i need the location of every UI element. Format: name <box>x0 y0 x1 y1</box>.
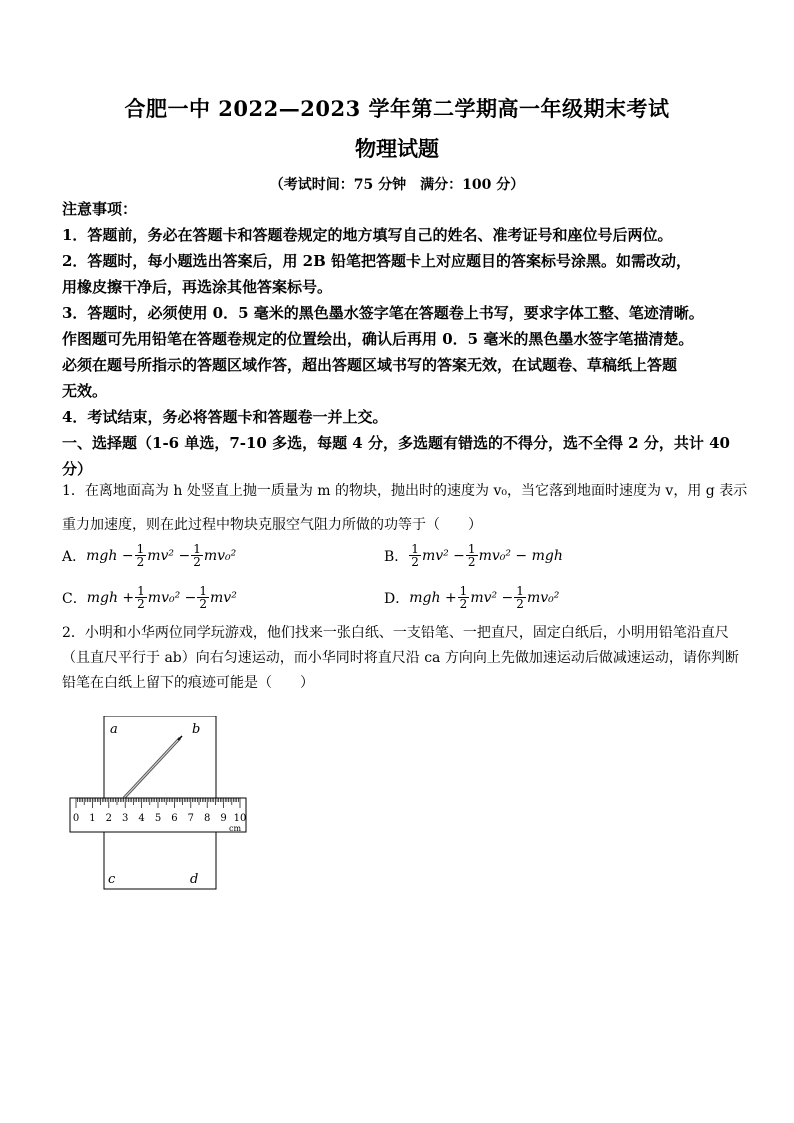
fraction: $\frac{1}{2}$ <box>516 584 524 611</box>
ruler-number: 5 <box>154 813 162 824</box>
ruler-number: 3 <box>122 813 129 824</box>
exam-info: （考试时间：75 分钟 满分：100 分） <box>269 177 525 193</box>
section-heading: 一、选择题（1-6 单选，7-10 多选，每题 4 分，多选题有错选的不得分，选不全得 2 分，共计 40 <box>62 434 730 452</box>
ruler-number: 8 <box>204 813 211 824</box>
ruler-number: 2 <box>105 813 112 824</box>
option-d-label: D． <box>384 590 410 607</box>
option-c-term3: mv² <box>210 589 237 606</box>
option-b-term3: mv₀² − mgh <box>478 547 563 564</box>
section-heading-cont: 分） <box>62 460 93 478</box>
ruler-unit: cm <box>229 824 242 833</box>
ruler-number: 1 <box>89 813 96 824</box>
option-a-label: A． <box>62 548 87 565</box>
notice-item-2-cont: 用橡皮擦干净后，再选涂其他答案标号。 <box>62 278 333 296</box>
fraction: $\frac{1}{2}$ <box>193 542 201 569</box>
fraction: $\frac{1}{2}$ <box>199 584 208 611</box>
option-d-term2: mv² − <box>470 589 514 606</box>
ruler-number: 9 <box>220 813 227 824</box>
question-1-line-2: 重力加速度，则在此过程中物块克服空气阻力所做的功等于（ ） <box>62 517 482 533</box>
ruler-number: 4 <box>138 813 145 824</box>
corner-c-label: c <box>108 872 116 887</box>
option-d[interactable] <box>384 585 559 610</box>
ruler-number: 6 <box>171 813 178 824</box>
exam-title: 合肥一中 2022—2023 学年第二学期高一年级期末考试 <box>124 96 670 121</box>
fraction: $\frac{1}{2}$ <box>411 542 419 569</box>
option-a-term2: mv² − <box>147 547 191 564</box>
notice-heading: 注意事项： <box>62 200 138 218</box>
option-b-term2: mv² − <box>421 547 465 564</box>
option-c-term1: mgh + <box>86 589 135 606</box>
question-2-line-2: （且直尺平行于 ab）向右匀速运动，而小华同时将直尺沿 ca 方向向上先做加速运动后做减速运动，请你判断 <box>62 650 739 666</box>
option-c-label: C． <box>62 590 87 607</box>
option-a-term1: mgh − <box>86 547 134 564</box>
option-a[interactable] <box>62 543 236 568</box>
option-a-term3: mv₀² <box>203 547 237 564</box>
question-2-line-1: 2．小明和小华两位同学玩游戏，他们找来一张白纸、一支铅笔、一把直尺，固定白纸后，小明用铅笔沿直尺 <box>62 625 729 641</box>
paper-ruler-diagram <box>66 716 256 894</box>
question-2-line-3: 铅笔在白纸上留下的痕迹可能是（ ） <box>62 675 314 691</box>
notice-item-1: 1．答题前，务必在答题卡和答题卷规定的地方填写自己的姓名、准考证号和座位号后两位。 <box>62 226 673 244</box>
notice-item-3-cont2: 必须在题号所指示的答题区域作答，超出答题区域书写的答案无效，在试题卷、草稿纸上答题 <box>62 356 678 374</box>
notice-item-3-cont1: 作图题可先用铅笔在答题卷规定的位置绘出，确认后再用 0．5 毫米的黑色墨水签字笔描清楚。 <box>62 330 694 348</box>
fraction: $\frac{1}{2}$ <box>136 542 145 569</box>
option-d-term3: mv₀² <box>526 589 560 606</box>
option-b[interactable] <box>384 543 563 568</box>
option-c-term2: mv₀² − <box>147 589 197 606</box>
option-d-term1: mgh + <box>409 589 457 606</box>
option-c[interactable] <box>62 585 237 610</box>
ruler-number: 0 <box>72 813 80 824</box>
notice-item-3-cont3: 无效。 <box>62 382 108 400</box>
ruler-number: 7 <box>187 813 194 824</box>
ruler-number: 10 <box>233 813 247 824</box>
corner-d-label: d <box>190 872 199 887</box>
notice-item-4: 4．考试结束，务必将答题卡和答题卷一并上交。 <box>62 408 388 426</box>
notice-item-2: 2．答题时，每小题选出答案后，用 2B 铅笔把答题卡上对应题目的答案标号涂黑。如需改动， <box>62 252 692 270</box>
exam-subject: 物理试题 <box>355 136 439 161</box>
notice-item-3: 3．答题时，必须使用 0．5 毫米的黑色墨水签字笔在答题卷上书写，要求字体工整、笔迹清晰。 <box>62 304 704 322</box>
fraction: $\frac{1}{2}$ <box>467 542 476 569</box>
fraction: $\frac{1}{2}$ <box>137 584 145 611</box>
fraction: $\frac{1}{2}$ <box>459 584 468 611</box>
option-b-label: B． <box>384 548 409 565</box>
corner-b-label: b <box>192 722 201 737</box>
question-1-line-1: 1．在离地面高为 h 处竖直上抛一质量为 m 的物块，抛出时的速度为 v₀，当它落到地面时速度为 v，用 g 表示 <box>62 483 748 499</box>
corner-a-label: a <box>110 722 118 737</box>
